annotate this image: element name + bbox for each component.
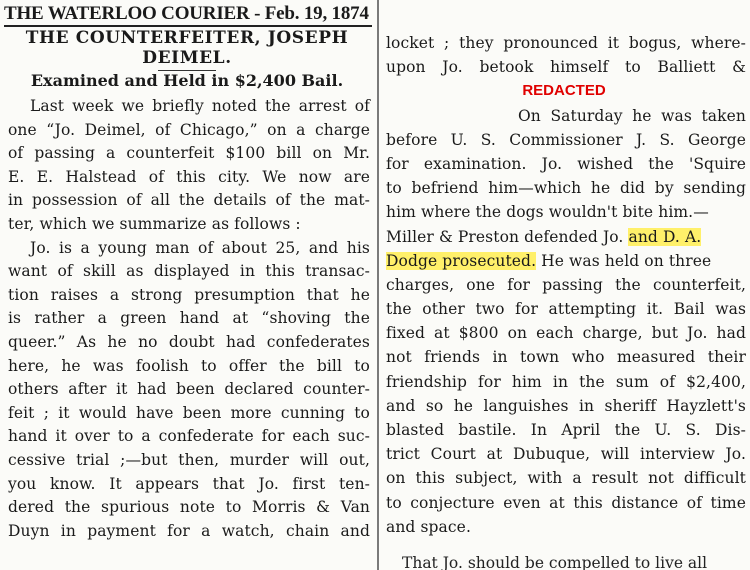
left-column <box>0 0 374 570</box>
text-line: to befriend him—which he did by sending <box>386 179 746 198</box>
right-column <box>382 0 750 570</box>
highlighted-text: and D. A. <box>628 227 702 246</box>
text-line: charges, one for passing the counterfeit, <box>386 275 746 294</box>
text-line: to conjecture even at this distance of time <box>386 493 746 512</box>
text-line: want of skill as displayed in this transac- <box>8 262 370 281</box>
text-line: for examination. Jo. wished the 'Squire <box>386 154 746 173</box>
text-line: of passing a counterfeit $100 bill on Mr. <box>8 144 370 163</box>
text-line: E. E. Halstead of this city. We now are <box>8 167 370 186</box>
text-line: dered the spurious note to Morris & Van <box>8 498 370 517</box>
text-line: fixed at $800 on each charge, but Jo. had <box>386 324 746 343</box>
text-line: and so he languishes in sheriff Hayzlett's <box>386 396 746 415</box>
text-line: the other two for attempting it. Bail was <box>386 300 746 319</box>
left-article-body <box>8 95 370 543</box>
text-line: tion raises a strong presumption that he <box>8 285 370 304</box>
cut-off-line: That Jo. should be compelled to live all <box>402 554 708 570</box>
masthead: THE WATERLOO COURIER - Feb. 19, 1874 <box>4 3 369 24</box>
highlighted-line-1 <box>386 225 746 249</box>
highlighted-line-2 <box>386 249 746 273</box>
text-line: here, he was foolish to offer the bill to <box>8 356 370 375</box>
text-line: friendship for him in the sum of $2,400, <box>386 372 746 391</box>
text-line: queer.” As he no doubt had confederates <box>8 332 370 351</box>
text-line: and space. <box>386 517 471 536</box>
text-line: cessive trial ;—but then, murder will out, <box>8 450 370 469</box>
text-line: is rather a green hand at “shoving the <box>8 309 370 328</box>
masthead-rule <box>4 25 372 27</box>
text-line: him where the dogs wouldn't bite him.— <box>386 203 709 222</box>
text-line: Jo. is a young man of about 25, and his <box>30 238 370 257</box>
text-line: before U. S. Commissioner J. S. George <box>386 130 746 149</box>
text-line: Duyn in payment for a watch, chain and <box>8 521 370 540</box>
text-line: upon Jo. betook himself to Balliett & <box>386 58 746 77</box>
text-line: blasted bastile. In April the U. S. Dis- <box>386 421 746 439</box>
text-line: On Saturday he was taken <box>518 106 746 125</box>
text-line: trict Court at Dubuque, will interview Jo. <box>386 445 746 464</box>
headline-line-2: DEIMEL. <box>142 48 232 68</box>
text-line: one “Jo. Deimel, of Chicago,” on a charge <box>8 120 370 139</box>
subheadline: Examined and Held in $2,400 Bail. <box>30 71 344 90</box>
text-line: you know. It appears that Jo. first ten- <box>8 474 370 493</box>
text-line: ter, which we summarize as follows : <box>8 214 301 233</box>
text-segment: Miller & Preston defended Jo. <box>386 227 624 246</box>
text-line: in possession of all the details of the mat- <box>8 191 370 210</box>
text-line: Last week we briefly noted the arrest of <box>30 97 370 115</box>
text-line: on this subject, with a result not difficult <box>386 469 746 488</box>
redacted-label: REDACTED <box>522 82 606 99</box>
text-line: feit ; it would have been more cunning to <box>8 403 370 422</box>
text-line: locket ; they pronounced it bogus, where- <box>386 34 746 52</box>
headline-line-1: THE COUNTERFEITER, JOSEPH <box>25 28 349 48</box>
text-line: not friends in town who measured their <box>386 348 746 367</box>
text-line: others after it had been declared counter- <box>8 380 370 399</box>
text-segment: He was held on three <box>541 251 712 270</box>
right-article-body <box>386 31 746 539</box>
text-line: hand it over to a confederate for each suc- <box>8 427 370 446</box>
column-rule <box>377 0 379 570</box>
highlighted-text: Dodge prosecuted. <box>386 251 537 270</box>
